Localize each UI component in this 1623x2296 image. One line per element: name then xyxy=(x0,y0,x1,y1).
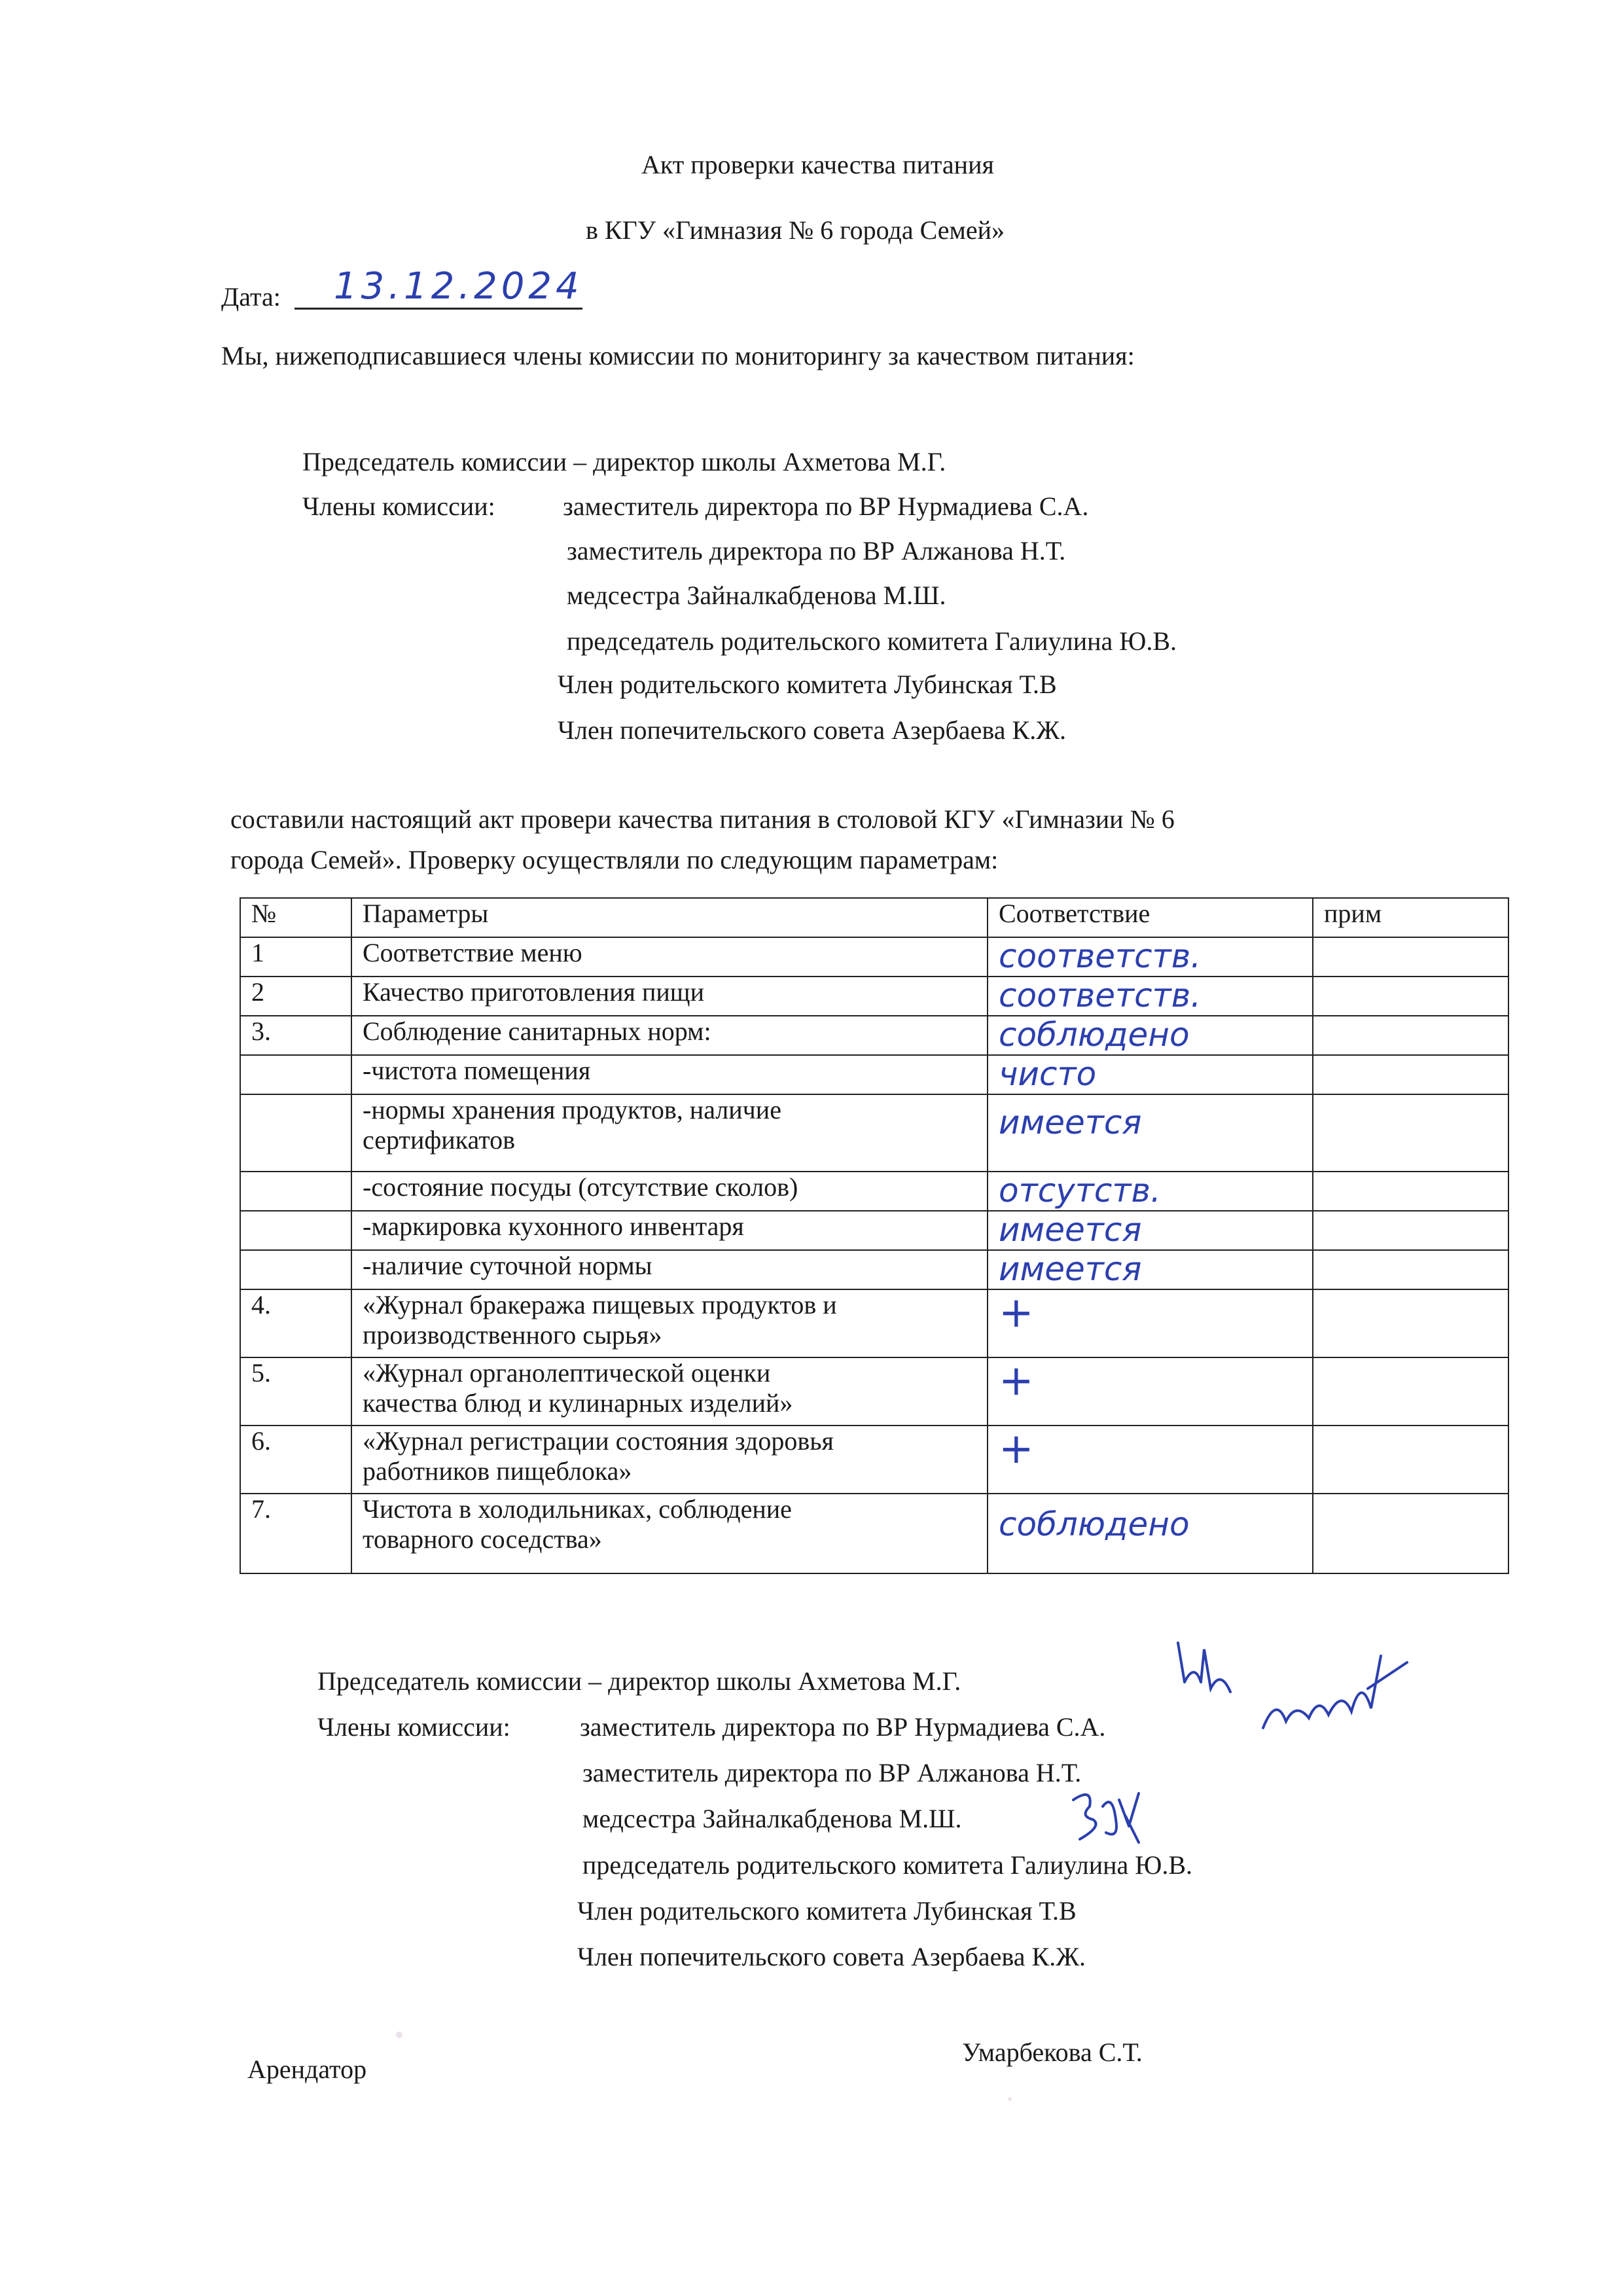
body-text-1: составили настоящий акт провери качества питания в столовой КГУ «Гимназии № 6 xyxy=(230,804,1175,834)
body-text-2: города Семей». Проверку осуществляли по следующим параметрам: xyxy=(230,845,999,874)
row-notes xyxy=(1313,1426,1508,1494)
table-row xyxy=(240,1494,1508,1573)
date-value: 13.12.2024 xyxy=(334,265,583,308)
row-number: 5. xyxy=(240,1357,351,1426)
row-compliance-handwritten: отсутств. xyxy=(988,1172,1313,1211)
table-row xyxy=(240,1094,1508,1172)
table-row xyxy=(240,1055,1508,1094)
row-parameter xyxy=(351,1250,988,1289)
member-bottom-6: Член попечительского совета Азербаева К.Ж. xyxy=(577,1942,1086,1971)
signature-member-1 xyxy=(1257,1649,1414,1741)
parameter-line: -нормы хранения продуктов, наличие xyxy=(363,1095,781,1124)
row-number: 7. xyxy=(240,1494,351,1573)
row-compliance-handwritten: соблюдено xyxy=(988,1016,1313,1055)
document-title: Акт проверки качества питания xyxy=(641,150,994,179)
row-notes xyxy=(1313,1250,1508,1289)
chairman-bottom: Председатель комиссии – директор школы Ахметова М.Г. xyxy=(317,1666,961,1696)
row-parameter xyxy=(351,937,988,977)
row-number xyxy=(240,1211,351,1250)
scan-speck xyxy=(396,2032,402,2038)
table-row xyxy=(240,1211,1508,1250)
row-compliance-handwritten: соблюдено xyxy=(988,1494,1313,1573)
parameter-line: Качество приготовления пищи xyxy=(363,977,704,1007)
row-number: 2 xyxy=(240,977,351,1016)
member-bottom-5: Член родительского комитета Лубинская Т.В xyxy=(577,1896,1077,1926)
members-label-top: Члены комиссии: xyxy=(302,492,495,521)
parameter-line: товарного соседства» xyxy=(363,1524,602,1554)
row-compliance-handwritten: имеется xyxy=(988,1211,1313,1250)
row-number xyxy=(240,1055,351,1094)
member-top-4: председатель родительского комитета Галиулина Ю.В. xyxy=(567,626,1177,656)
header-notes: прим xyxy=(1313,898,1508,937)
row-number: 4. xyxy=(240,1289,351,1357)
parameter-line: «Журнал бракеража пищевых продуктов и xyxy=(363,1290,837,1319)
table-row xyxy=(240,1426,1508,1494)
row-notes xyxy=(1313,937,1508,977)
row-notes xyxy=(1313,1289,1508,1357)
member-top-5: Член родительского комитета Лубинская Т.В xyxy=(558,670,1057,699)
row-notes xyxy=(1313,977,1508,1016)
row-parameter xyxy=(351,1426,988,1494)
row-parameter xyxy=(351,1357,988,1426)
tenant-name: Умарбекова С.Т. xyxy=(962,2037,1143,2067)
row-compliance-handwritten: чисто xyxy=(988,1055,1313,1094)
table-row xyxy=(240,1357,1508,1426)
row-compliance-handwritten: соответств. xyxy=(988,977,1313,1016)
header-number: № xyxy=(240,898,351,937)
member-bottom-1: заместитель директора по ВР Нурмадиева С.А. xyxy=(580,1712,1106,1742)
scan-speck xyxy=(1008,2097,1012,2101)
chairman-top: Председатель комиссии – директор школы Ахметова М.Г. xyxy=(302,447,946,476)
table-row xyxy=(240,1289,1508,1357)
member-top-6: Член попечительского совета Азербаева К.Ж. xyxy=(558,715,1067,745)
row-parameter xyxy=(351,1055,988,1094)
parameter-line: «Журнал регистрации состояния здоровья xyxy=(363,1426,834,1456)
row-compliance-handwritten: имеется xyxy=(988,1094,1313,1172)
parameter-line: -маркировка кухонного инвентаря xyxy=(363,1211,744,1241)
row-compliance-handwritten: имеется xyxy=(988,1250,1313,1289)
row-number xyxy=(240,1094,351,1172)
row-parameter xyxy=(351,1016,988,1055)
row-number: 6. xyxy=(240,1426,351,1494)
parameter-line: работников пищеблока» xyxy=(363,1456,632,1486)
member-bottom-2: заместитель директора по ВР Алжанова Н.Т. xyxy=(582,1758,1082,1787)
parameter-line: качества блюд и кулинарных изделий» xyxy=(363,1388,793,1418)
row-number: 1 xyxy=(240,937,351,977)
parameter-line: Соблюдение санитарных норм: xyxy=(363,1016,711,1046)
row-compliance-handwritten: соответств. xyxy=(988,937,1313,977)
parameters-table xyxy=(240,897,1509,1574)
document-subtitle: в КГУ «Гимназия № 6 города Семей» xyxy=(586,215,1005,245)
date-label: Дата: xyxy=(221,282,281,312)
row-notes xyxy=(1313,1357,1508,1426)
parameter-line: -чистота помещения xyxy=(363,1056,591,1085)
row-parameter xyxy=(351,1172,988,1211)
parameter-line: -наличие суточной нормы xyxy=(363,1251,652,1280)
header-compliance: Соответствие xyxy=(988,898,1313,937)
member-top-1: заместитель директора по ВР Нурмадиева С.А. xyxy=(563,492,1089,521)
header-parameters: Параметры xyxy=(351,898,988,937)
signature-member-3 xyxy=(1067,1780,1145,1852)
intro-text: Мы, нижеподписавшиеся члены комиссии по мониторингу за качеством питания: xyxy=(221,341,1135,370)
row-notes xyxy=(1313,1016,1508,1055)
row-number xyxy=(240,1250,351,1289)
row-compliance-handwritten: + xyxy=(988,1426,1313,1494)
row-notes xyxy=(1313,1055,1508,1094)
row-notes xyxy=(1313,1494,1508,1573)
table-header-row xyxy=(240,898,1508,937)
table-row xyxy=(240,977,1508,1016)
row-compliance-handwritten: + xyxy=(988,1357,1313,1426)
row-parameter xyxy=(351,1289,988,1357)
row-parameter xyxy=(351,1211,988,1250)
parameter-line: «Журнал органолептической оценки xyxy=(363,1358,771,1388)
member-top-2: заместитель директора по ВР Алжанова Н.Т. xyxy=(567,536,1066,565)
row-compliance-handwritten: + xyxy=(988,1289,1313,1357)
signature-chairman xyxy=(1165,1636,1243,1708)
row-number: 3. xyxy=(240,1016,351,1055)
table-row xyxy=(240,1016,1508,1055)
row-notes xyxy=(1313,1094,1508,1172)
parameter-line: Соответствие меню xyxy=(363,938,582,967)
row-number xyxy=(240,1172,351,1211)
tenant-label: Арендатор xyxy=(247,2054,367,2084)
member-top-3: медсестра Зайналкабденова М.Ш. xyxy=(567,581,946,610)
table-row xyxy=(240,937,1508,977)
row-parameter xyxy=(351,1094,988,1172)
row-notes xyxy=(1313,1211,1508,1250)
table-row xyxy=(240,1172,1508,1211)
members-label-bottom: Члены комиссии: xyxy=(317,1712,510,1742)
parameter-line: -состояние посуды (отсутствие сколов) xyxy=(363,1172,798,1202)
member-bottom-4: председатель родительского комитета Галиулина Ю.В. xyxy=(582,1850,1193,1880)
row-parameter xyxy=(351,977,988,1016)
table-row xyxy=(240,1250,1508,1289)
parameter-line: Чистота в холодильниках, соблюдение xyxy=(363,1494,792,1524)
member-bottom-3: медсестра Зайналкабденова М.Ш. xyxy=(582,1804,962,1833)
row-parameter xyxy=(351,1494,988,1573)
parameter-line: сертификатов xyxy=(363,1125,516,1155)
row-notes xyxy=(1313,1172,1508,1211)
parameter-line: производственного сырья» xyxy=(363,1320,662,1350)
date-underline xyxy=(294,308,582,310)
